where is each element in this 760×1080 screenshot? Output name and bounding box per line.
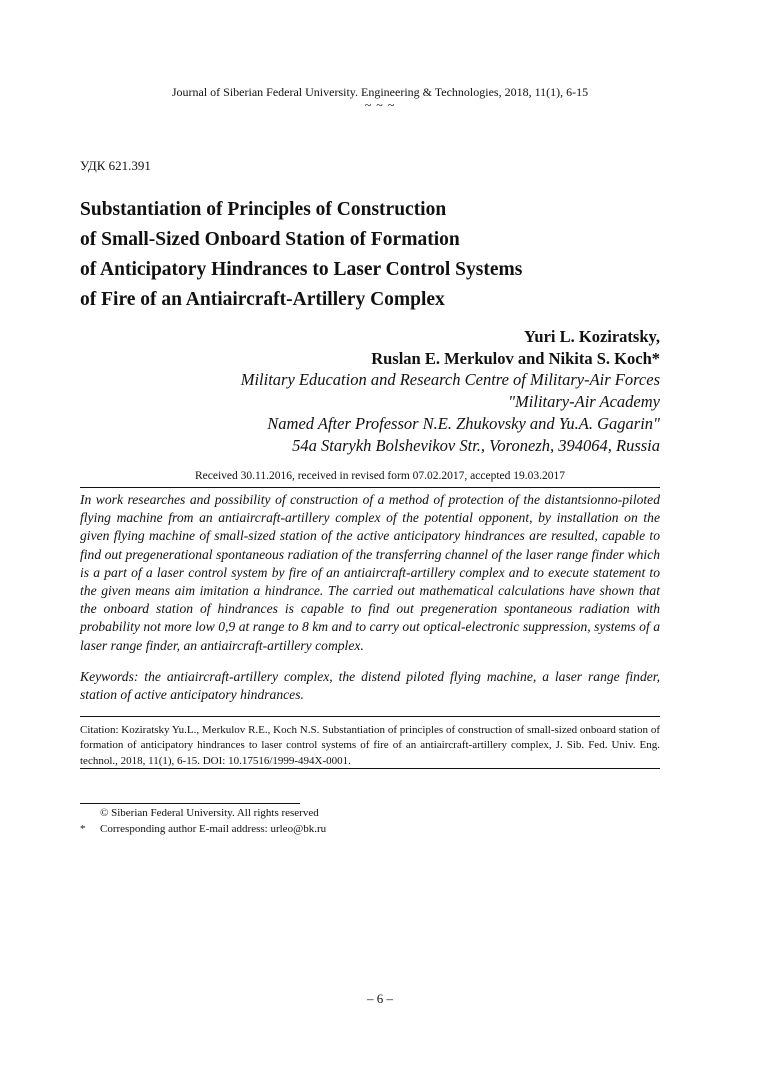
footnote-copyright <box>80 806 660 822</box>
affiliation-line: Military Education and Research Centre of Military-Air Forces <box>240 370 660 389</box>
title-line: Substantiation of Principles of Construction <box>80 199 447 220</box>
affiliation-line: 54a Starykh Bolshevikov Str., Voronezh, 394064, Russia <box>292 436 660 455</box>
journal-header: Journal of Siberian Federal University. Engineering & Technologies, 2018, 11(1), 6-15 <box>171 85 589 99</box>
citation-top-rule <box>80 716 660 717</box>
article-title <box>80 195 680 315</box>
authors <box>371 326 660 370</box>
footnote-text: © Siberian Federal University. All rights reserved <box>100 807 319 819</box>
received-dates: Received 30.11.2016, received in revised form 07.02.2017, accepted 19.03.2017 <box>194 470 566 482</box>
title-line: of Anticipatory Hindrances to Laser Control Systems <box>80 259 523 280</box>
footnote-mark <box>80 806 100 822</box>
affiliation-line: "Military-Air Academy <box>508 392 660 411</box>
author-line: Yuri L. Koziratsky, <box>524 327 660 346</box>
title-line: of Small-Sized Onboard Station of Formation <box>80 229 460 250</box>
affiliation-line: Named After Professor N.E. Zhukovsky and Yu.A. Gagarin" <box>267 414 660 433</box>
udk-code: УДК 621.391 <box>80 158 151 173</box>
footnote-text: Corresponding author E-mail address: urleo@bk.ru <box>100 822 327 835</box>
citation-bottom-rule <box>80 768 660 769</box>
page-number: – 6 – <box>367 991 393 1006</box>
keywords: Keywords: the antiaircraft-artillery complex, the distend piloted flying machine, a laser range finder, station of active anticipatory hindrances. <box>80 669 660 703</box>
abstract: In work researches and possibility of construction of a method of protection of the distantsionno-piloted flying machine from an antiaircraft-artillery complex of the potential opponent, by installation on the given flying machine of small-sized station of the active anticipatory hindrances are resulted, capable to find out pregenerational spontaneous radiation of the transferring channel of the laser range finder which is a part of a laser control system by fire of an antiaircraft-artillery complex and to execute statement to the given means aim imitation a hindrance. The carried out mathematical calculations have shown that the onboard station of hindrances is capable to find out pregeneration spontaneous radiation with probability not more low 0,9 at range to 8 km and to carry out optical-electronic suppression, systems of a laser range finder, an antiaircraft-artillery complex. <box>80 492 660 653</box>
title-line: of Fire of an Antiaircraft-Artillery Complex <box>80 289 445 310</box>
footnote-corresponding-author <box>80 822 660 838</box>
footnotes <box>80 806 660 837</box>
abstract-top-rule <box>80 487 660 488</box>
header-ornament: ~ ~ ~ <box>364 98 396 112</box>
citation: Citation: Koziratsky Yu.L., Merkulov R.E., Koch N.S. Substantiation of principles of construction of small-sized onboard station of formation of anticipatory hindrances to laser control systems of fire of an antiaircraft-artillery complex, J. Sib. Fed. Univ. Eng. technol., 2018, 11(1), 6-15. DOI: 10.17516/1999-494X-0001. <box>80 724 660 767</box>
footnote-rule <box>80 803 300 804</box>
affiliation <box>241 369 660 457</box>
author-line: Ruslan E. Merkulov and Nikita S. Koch* <box>371 349 660 368</box>
footnote-mark: * <box>80 822 86 835</box>
